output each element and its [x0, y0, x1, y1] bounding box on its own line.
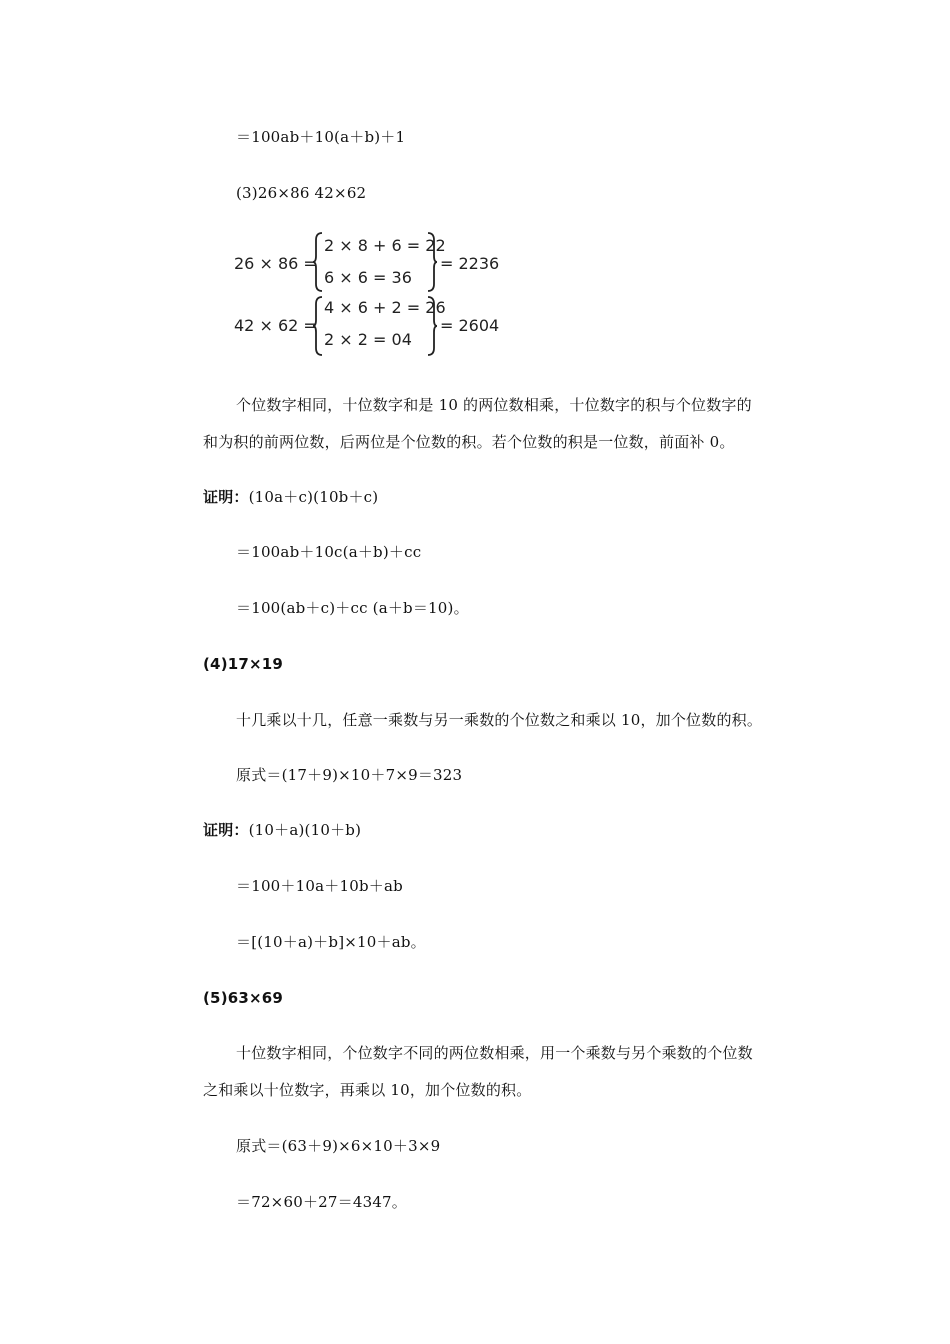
proof-step: ＝100(ab＋c)＋cc (a＋b＝10)。	[236, 599, 469, 617]
paragraph-line: 和为积的前两位数，后两位是个位数的积。若个位数的积是一位数，前面补 0。	[203, 433, 735, 451]
proof-label: 证明：	[203, 821, 249, 839]
math-eq1-top: 2 × 8 + 6 = 22	[324, 236, 446, 255]
math-eq2-top: 4 × 6 + 2 = 26	[324, 298, 446, 317]
formula-line: 原式＝(63＋9)×6×10＋3×9	[236, 1137, 441, 1155]
right-brace-icon	[426, 296, 438, 356]
example-4-heading: (4)17×19	[203, 655, 284, 673]
paragraph-line: 之和乘以十位数字，再乘以 10，加个位数的积。	[203, 1081, 532, 1099]
proof-line	[203, 487, 378, 507]
math-eq2-left: 42 × 62 =	[234, 316, 317, 335]
math-eq1-bottom: 6 × 6 = 36	[324, 268, 412, 287]
paragraph-line: 十几乘以十几，任意一乘数与另一乘数的个位数之和乘以 10，加个位数的积。	[236, 711, 763, 729]
math-eq1-left: 26 × 86 =	[234, 254, 317, 273]
formula-line: ＝100ab＋10(a＋b)＋1	[236, 128, 406, 146]
math-eq2-result: = 2604	[440, 316, 500, 335]
example-3-heading: (3)26×86 42×62	[236, 184, 367, 202]
formula-line: 原式＝(17＋9)×10＋7×9＝323	[236, 766, 463, 784]
left-brace-icon	[312, 232, 324, 292]
proof-step: ＝[(10＋a)＋b]×10＋ab。	[236, 933, 426, 951]
math-eq2-bottom: 2 × 2 = 04	[324, 330, 412, 349]
proof-line	[203, 820, 361, 840]
proof-expression: (10a＋c)(10b＋c)	[248, 488, 379, 506]
formula-line: ＝72×60＋27＝4347。	[236, 1193, 408, 1211]
proof-step: ＝100＋10a＋10b＋ab	[236, 877, 403, 895]
paragraph-line: 十位数字相同，个位数字不同的两位数相乘，用一个乘数与另个乘数的个位数	[236, 1044, 753, 1062]
paragraph-line: 个位数字相同，十位数字和是 10 的两位数相乘，十位数字的积与个位数字的	[236, 396, 752, 414]
proof-label: 证明：	[203, 488, 249, 506]
left-brace-icon	[312, 296, 324, 356]
math-eq1-result: = 2236	[440, 254, 500, 273]
right-brace-icon	[426, 232, 438, 292]
math-figure	[234, 228, 514, 360]
proof-step: ＝100ab＋10c(a＋b)＋cc	[236, 543, 422, 561]
proof-expression: (10＋a)(10＋b)	[248, 821, 362, 839]
example-5-heading: (5)63×69	[203, 989, 284, 1007]
